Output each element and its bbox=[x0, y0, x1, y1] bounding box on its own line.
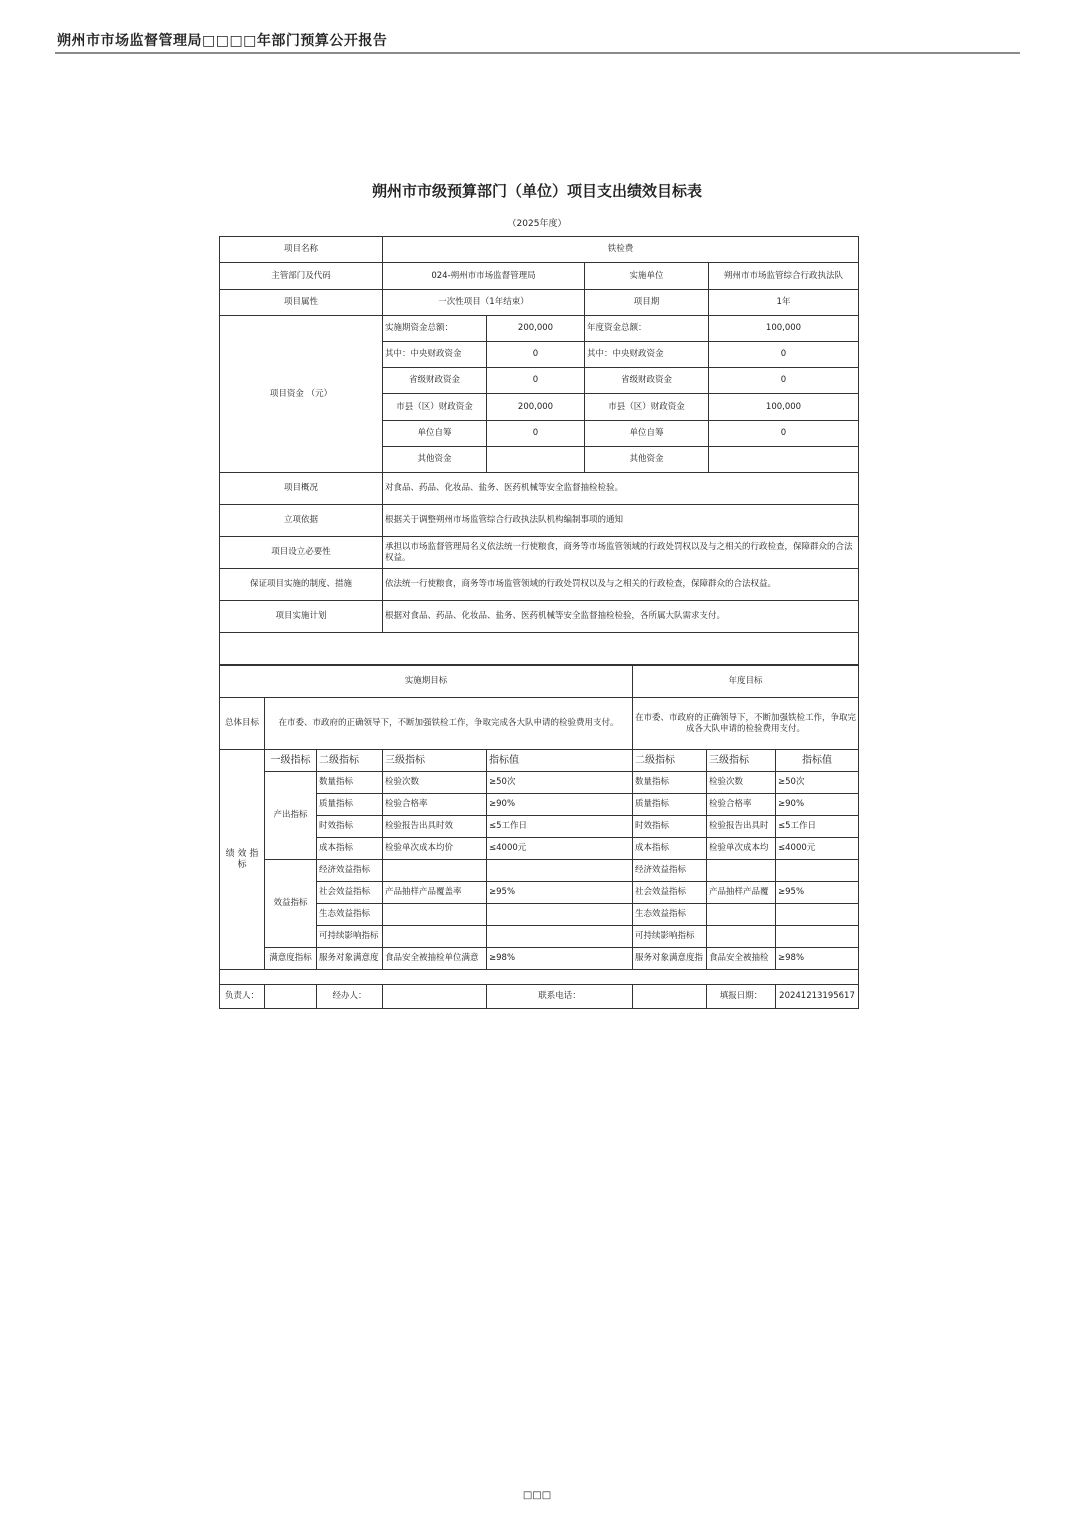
fund-label: 其中：中央财政资金 bbox=[383, 342, 487, 368]
header-level1: 一级指标 bbox=[265, 750, 317, 772]
measures-value: 依法统一行使粮食，商务等市场监管领域的行政处罚权以及与之相关的行政检查，保障群众的合法权益。 bbox=[383, 569, 859, 601]
header-level3-annual: 三级指标 bbox=[707, 750, 776, 772]
fund-label: 单位自筹 bbox=[383, 421, 487, 447]
table-cell: 质量指标 bbox=[317, 794, 383, 816]
overall-goal-label: 总体目标 bbox=[220, 698, 265, 750]
table-cell bbox=[383, 904, 487, 926]
responsible-value bbox=[265, 985, 317, 1009]
overall-goal-annual: 在市委、市政府的正确领导下，不断加强铁检工作，争取完成各大队申请的检验费用支付。 bbox=[633, 698, 859, 750]
basis-value: 根据关于调整朔州市场监管综合行政执法队机构编制事项的通知 bbox=[383, 505, 859, 537]
table-title: 朔州市市级预算部门（单位）项目支出绩效目标表 bbox=[371, 182, 702, 200]
table-cell: ≥98% bbox=[776, 948, 859, 970]
fund-label: 其他资金 bbox=[383, 447, 487, 473]
overall-goal-period: 在市委、市政府的正确领导下，不断加强铁检工作，争取完成各大队申请的检验费用支付。 bbox=[265, 698, 633, 750]
fund-label: 市县（区）财政资金 bbox=[585, 394, 709, 421]
table-cell: ≤4000元 bbox=[776, 838, 859, 860]
table-cell: 产品抽样产品覆 bbox=[707, 882, 776, 904]
table-cell: 检验单次成本均价 bbox=[383, 838, 487, 860]
necessity-label: 项目设立必要性 bbox=[220, 537, 383, 569]
table-cell: 可持续影响指标 bbox=[317, 926, 383, 948]
period-label: 项目期 bbox=[585, 290, 709, 316]
table-cell: 社会效益指标 bbox=[317, 882, 383, 904]
phone-value bbox=[633, 985, 707, 1009]
table-cell: 生态效益指标 bbox=[633, 904, 707, 926]
table-cell bbox=[487, 860, 633, 882]
fund-value bbox=[487, 447, 585, 473]
period-value: 1年 bbox=[709, 290, 859, 316]
table-cell: 检验单次成本均 bbox=[707, 838, 776, 860]
project-info-table bbox=[219, 236, 859, 665]
fund-label: 省级财政资金 bbox=[383, 368, 487, 394]
table-cell bbox=[776, 926, 859, 948]
table-cell: ≥50次 bbox=[487, 772, 633, 794]
table-cell bbox=[707, 926, 776, 948]
table-cell bbox=[707, 860, 776, 882]
table-cell: ≤4000元 bbox=[487, 838, 633, 860]
unit-value: 朔州市市场监管综合行政执法队 bbox=[709, 263, 859, 290]
table-cell: 时效指标 bbox=[633, 816, 707, 838]
table-cell: 可持续影响指标 bbox=[633, 926, 707, 948]
table-cell: 服务对象满意度 bbox=[317, 948, 383, 970]
necessity-value: 承担以市场监督管理局名义依法统一行使粮食，商务等市场监管领域的行政处罚权以及与之相关的行政检查，保障群众的合法权益。 bbox=[383, 537, 859, 569]
header-value: 指标值 bbox=[487, 750, 633, 772]
date-label: 填报日期： bbox=[707, 985, 776, 1009]
table-cell: 服务对象满意度指 bbox=[633, 948, 707, 970]
measures-label: 保证项目实施的制度、措施 bbox=[220, 569, 383, 601]
fund-label: 其中：中央财政资金 bbox=[585, 342, 709, 368]
fund-label: 市县（区）财政资金 bbox=[383, 394, 487, 421]
fund-label: 实施期资金总额： bbox=[383, 316, 487, 342]
overview-value: 对食品、药品、化妆品、盐务、医药机械等安全监督抽检检验。 bbox=[383, 473, 859, 505]
fund-label: 单位自筹 bbox=[585, 421, 709, 447]
period-goal-header: 实施期目标 bbox=[220, 666, 633, 698]
table-cell: ≥90% bbox=[487, 794, 633, 816]
fund-value: 0 bbox=[709, 421, 859, 447]
dept-label: 主管部门及代码 bbox=[220, 263, 383, 290]
table-subtitle: （2025年度） bbox=[507, 219, 567, 229]
table-cell: 数量指标 bbox=[317, 772, 383, 794]
fund-label: 其他资金 bbox=[585, 447, 709, 473]
table-cell: 检验报告出具时效 bbox=[383, 816, 487, 838]
fund-value: 200,000 bbox=[487, 316, 585, 342]
group-satisfaction: 满意度指标 bbox=[265, 948, 317, 970]
annual-goal-header: 年度目标 bbox=[633, 666, 859, 698]
fund-label: 省级财政资金 bbox=[585, 368, 709, 394]
table-cell: 检验报告出具时 bbox=[707, 816, 776, 838]
basis-label: 立项依据 bbox=[220, 505, 383, 537]
table-cell: 质量指标 bbox=[633, 794, 707, 816]
header-level2-annual: 二级指标 bbox=[633, 750, 707, 772]
table-cell bbox=[487, 926, 633, 948]
table-cell: ≤5工作日 bbox=[487, 816, 633, 838]
phone-label: 联系电话： bbox=[487, 985, 633, 1009]
blank-row bbox=[220, 633, 859, 665]
table-cell bbox=[487, 904, 633, 926]
table-cell: 检验合格率 bbox=[383, 794, 487, 816]
dept-value: 024-朔州市市场监督管理局 bbox=[383, 263, 585, 290]
table-cell bbox=[383, 926, 487, 948]
fund-value: 0 bbox=[487, 368, 585, 394]
group-output: 产出指标 bbox=[265, 772, 317, 860]
fund-value: 0 bbox=[487, 342, 585, 368]
funds-label: 项目资金 （元） bbox=[220, 316, 383, 473]
table-cell: 成本指标 bbox=[633, 838, 707, 860]
unit-label: 实施单位 bbox=[585, 263, 709, 290]
header-level3: 三级指标 bbox=[383, 750, 487, 772]
table-cell: 检验次数 bbox=[383, 772, 487, 794]
plan-label: 项目实施计划 bbox=[220, 601, 383, 633]
report-header: 朔州市市场监督管理局□□□□年部门预算公开报告 bbox=[57, 33, 388, 49]
table-cell bbox=[707, 904, 776, 926]
fund-value: 0 bbox=[487, 421, 585, 447]
project-name: 铁检费 bbox=[383, 237, 859, 263]
table-cell: 经济效益指标 bbox=[633, 860, 707, 882]
table-cell bbox=[776, 860, 859, 882]
indicator-table bbox=[219, 665, 859, 1009]
table-cell: 检验次数 bbox=[707, 772, 776, 794]
handler-label: 经办人： bbox=[317, 985, 383, 1009]
handler-value bbox=[383, 985, 487, 1009]
table-cell: ≤5工作日 bbox=[776, 816, 859, 838]
group-benefit: 效益指标 bbox=[265, 860, 317, 948]
fund-value: 0 bbox=[709, 342, 859, 368]
attr-label: 项目属性 bbox=[220, 290, 383, 316]
table-cell: ≥90% bbox=[776, 794, 859, 816]
fund-value: 0 bbox=[709, 368, 859, 394]
table-cell bbox=[776, 904, 859, 926]
header-divider bbox=[55, 52, 1020, 54]
header-level2: 二级指标 bbox=[317, 750, 383, 772]
fund-value bbox=[709, 447, 859, 473]
table-cell: ≥95% bbox=[487, 882, 633, 904]
table-cell: 食品安全被抽检单位满意 bbox=[383, 948, 487, 970]
fund-value: 200,000 bbox=[487, 394, 585, 421]
blank-row bbox=[220, 970, 859, 985]
table-cell: 检验合格率 bbox=[707, 794, 776, 816]
table-cell: 成本指标 bbox=[317, 838, 383, 860]
table-cell: 产品抽样产品覆盖率 bbox=[383, 882, 487, 904]
table-cell: 生态效益指标 bbox=[317, 904, 383, 926]
table-cell: ≥50次 bbox=[776, 772, 859, 794]
attr-value: 一次性项目（1年结束） bbox=[383, 290, 585, 316]
table-cell: ≥95% bbox=[776, 882, 859, 904]
table-cell bbox=[383, 860, 487, 882]
date-value: 20241213195617 bbox=[776, 985, 859, 1009]
name-label: 项目名称 bbox=[220, 237, 383, 263]
table-cell: ≥98% bbox=[487, 948, 633, 970]
fund-label: 年度资金总额： bbox=[585, 316, 709, 342]
responsible-label: 负责人： bbox=[220, 985, 265, 1009]
performance-indicators-label: 绩 效 指 标 bbox=[220, 750, 265, 970]
fund-value: 100,000 bbox=[709, 394, 859, 421]
fund-value: 100,000 bbox=[709, 316, 859, 342]
table-cell: 数量指标 bbox=[633, 772, 707, 794]
plan-value: 根据对食品、药品、化妆品、盐务、医药机械等安全监督抽检检验，各所属大队需求支付。 bbox=[383, 601, 859, 633]
table-cell: 经济效益指标 bbox=[317, 860, 383, 882]
page-number: □□□ bbox=[522, 1490, 552, 1501]
overview-label: 项目概况 bbox=[220, 473, 383, 505]
table-cell: 时效指标 bbox=[317, 816, 383, 838]
table-cell: 社会效益指标 bbox=[633, 882, 707, 904]
header-value-annual: 指标值 bbox=[776, 750, 859, 772]
table-cell: 食品安全被抽检 bbox=[707, 948, 776, 970]
